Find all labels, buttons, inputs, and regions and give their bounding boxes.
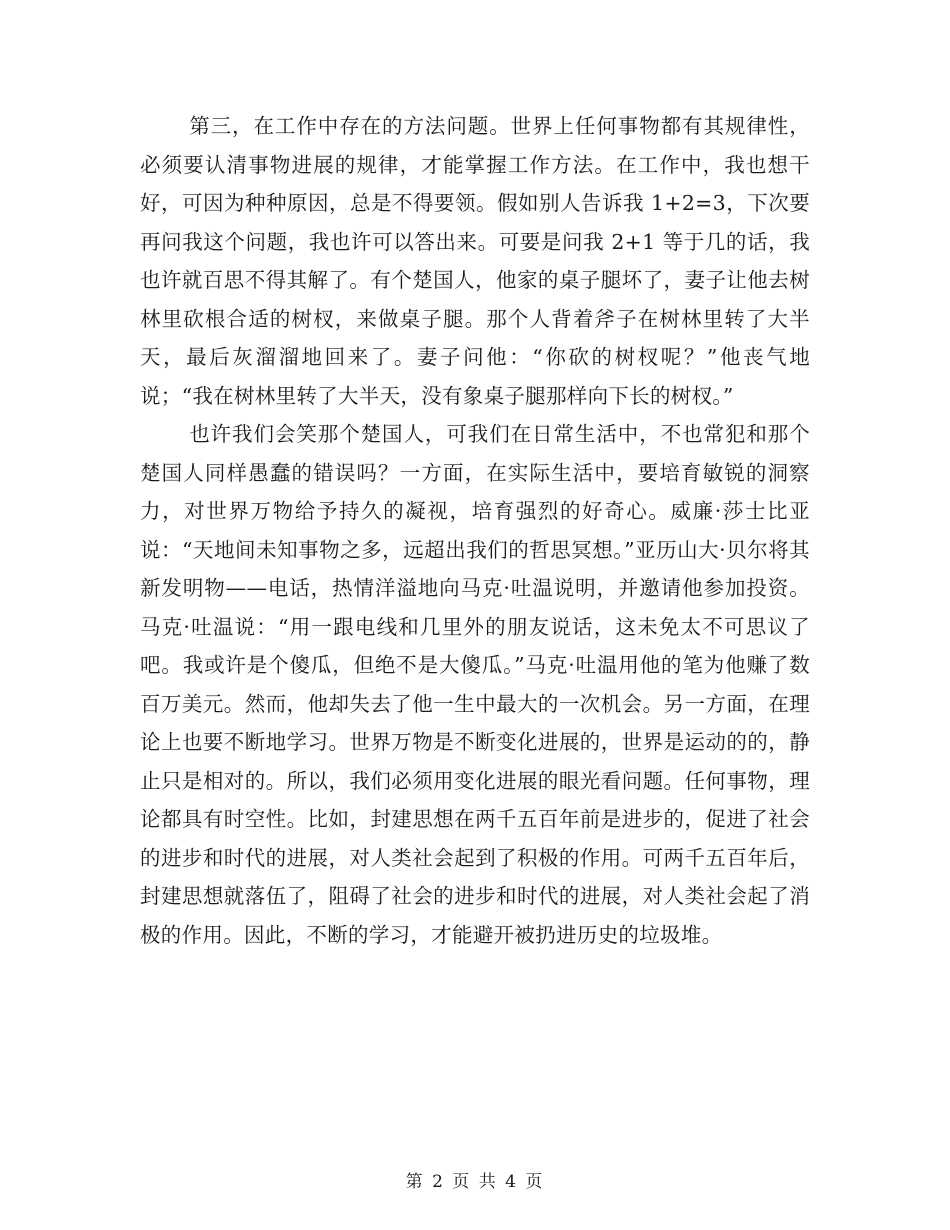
paragraph-learning: 也许我们会笑那个楚国人，可我们在日常生活中，不也常犯和那个楚国人同样愚蠢的错误吗？一方面，在实际生活中，要培育敏锐的洞察力，对世界万物给予持久的凝视，培育强烈的好奇心。威廉·莎士比亚说：“天地间未知事物之多，远超出我们的哲思冥想。”亚历山大·贝尔将其新发明物——电话，热情洋溢地向马克·吐温说明，并邀请他参加投资。马克·吐温说：“用一跟电线和几里外的朋友说话，这未免太不可思议了吧。我或许是个傻瓜，但绝不是大傻瓜。”马克·吐温用他的笔为他赚了数百万美元。然而，他却失去了他一生中最大的一次机会。另一方面，在理论上也要不断地学习。世界万物是不断变化进展的，世界是运动的的，静止只是相对的。所以，我们必须用变化进展的眼光看问题。任何事物，理论都具有时空性。比如，封建思想在两千五百年前是进步的，促进了社会的进步和时代的进展，对人类社会起到了积极的作用。可两千五百年后，封建思想就落伍了，阻碍了社会的进步和时代的进展，对人类社会起了消极的作用。因此，不断的学习，才能避开被扔进历史的垃圾堆。 <box>140 422 810 947</box>
page-number-footer: 第 2 页 共 4 页 <box>405 1172 545 1192</box>
paragraph-method-problem: 第三，在工作中存在的方法问题。世界上任何事物都有其规律性，必须要认清事物进展的规律，才能掌握工作方法。在工作中，我也想干好，可因为种种原因，总是不得要领。假如别人告诉我 1+2=3，下次要再问我这个问题，我也许可以答出来。可要是问我 2+1 等于几的话，我也许就百思不得其解了。有个楚国人，他家的桌子腿坏了，妻子让他去树林里砍根合适的树杈，来做桌子腿。那个人背着斧子在树林里转了大半天，最后灰溜溜地回来了。妻子问他：“你砍的树杈呢？”他丧气地说；“我在树林里转了大半天，没有象桌子腿那样向下长的树杈。” <box>140 114 810 408</box>
document-body <box>140 107 810 954</box>
